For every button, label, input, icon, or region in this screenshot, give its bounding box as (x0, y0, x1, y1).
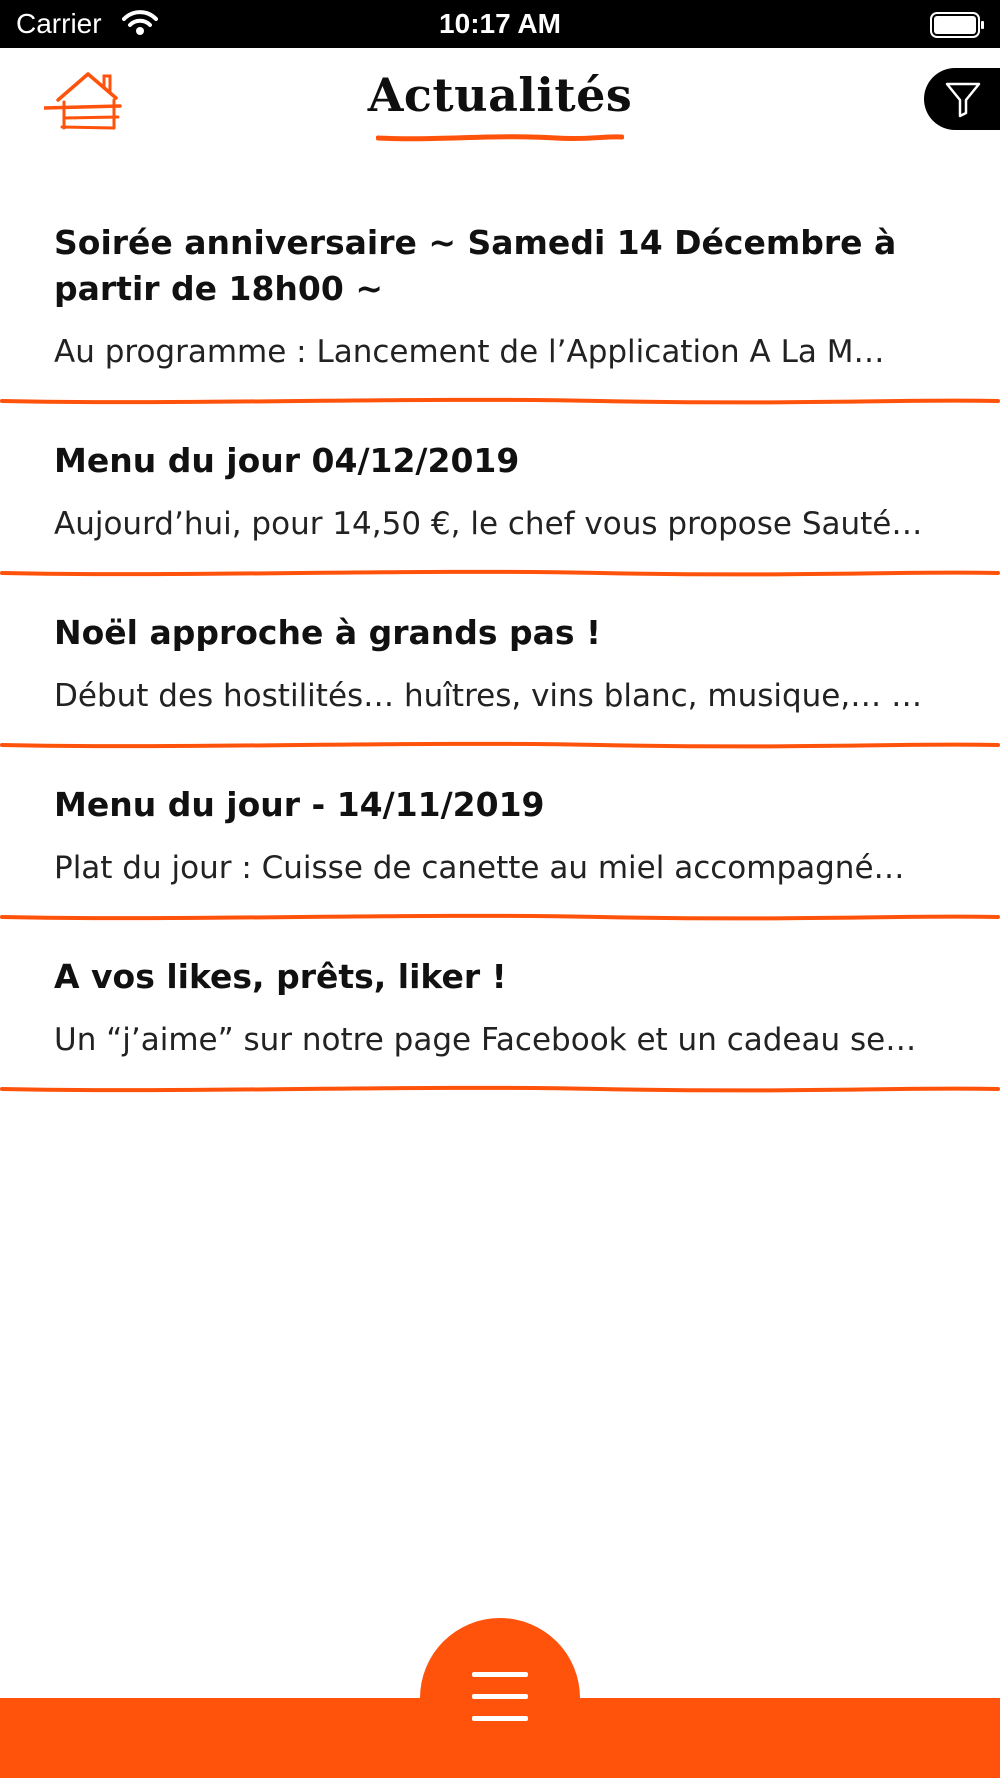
news-item[interactable] (0, 924, 1000, 1096)
filter-icon (944, 80, 982, 118)
news-list (0, 190, 1000, 1096)
news-title: A vos likes, prêts, liker ! (54, 957, 507, 996)
divider (0, 738, 1000, 752)
news-title: Menu du jour - 14/11/2019 (54, 785, 545, 824)
news-excerpt: Aujourd’hui, pour 14,50 €, le chef vous propose Sauté… (54, 506, 923, 542)
page-title: Actualités (367, 68, 633, 122)
news-title: Menu du jour 04/12/2019 (54, 441, 520, 480)
news-excerpt: Un “j’aime” sur notre page Facebook et un cadeau se… (54, 1022, 917, 1058)
status-time: 10:17 AM (439, 8, 561, 39)
news-title: Soirée anniversaire ~ Samedi 14 Décembre à partir de 18h00 ~ (54, 223, 897, 308)
menu-button[interactable] (420, 1618, 580, 1778)
divider (0, 394, 1000, 408)
status-bar (0, 0, 1000, 48)
divider (0, 1082, 1000, 1096)
news-excerpt: Plat du jour : Cuisse de canette au miel accompagné… (54, 850, 905, 886)
carrier-label: Carrier (16, 8, 102, 39)
navigation-bar (0, 48, 1000, 158)
news-excerpt: Début des hostilités… huîtres, vins blanc, musique,… … (54, 678, 923, 714)
news-excerpt: Au programme : Lancement de l’Application A La M… (54, 334, 885, 370)
filter-button[interactable] (924, 68, 1000, 130)
news-title: Noël approche à grands pas ! (54, 613, 602, 652)
battery-icon (930, 12, 982, 36)
divider (0, 910, 1000, 924)
news-item[interactable] (0, 580, 1000, 752)
news-item[interactable] (0, 752, 1000, 924)
divider (0, 566, 1000, 580)
news-item[interactable] (0, 408, 1000, 580)
title-underline (376, 130, 624, 144)
news-item[interactable] (0, 190, 1000, 408)
